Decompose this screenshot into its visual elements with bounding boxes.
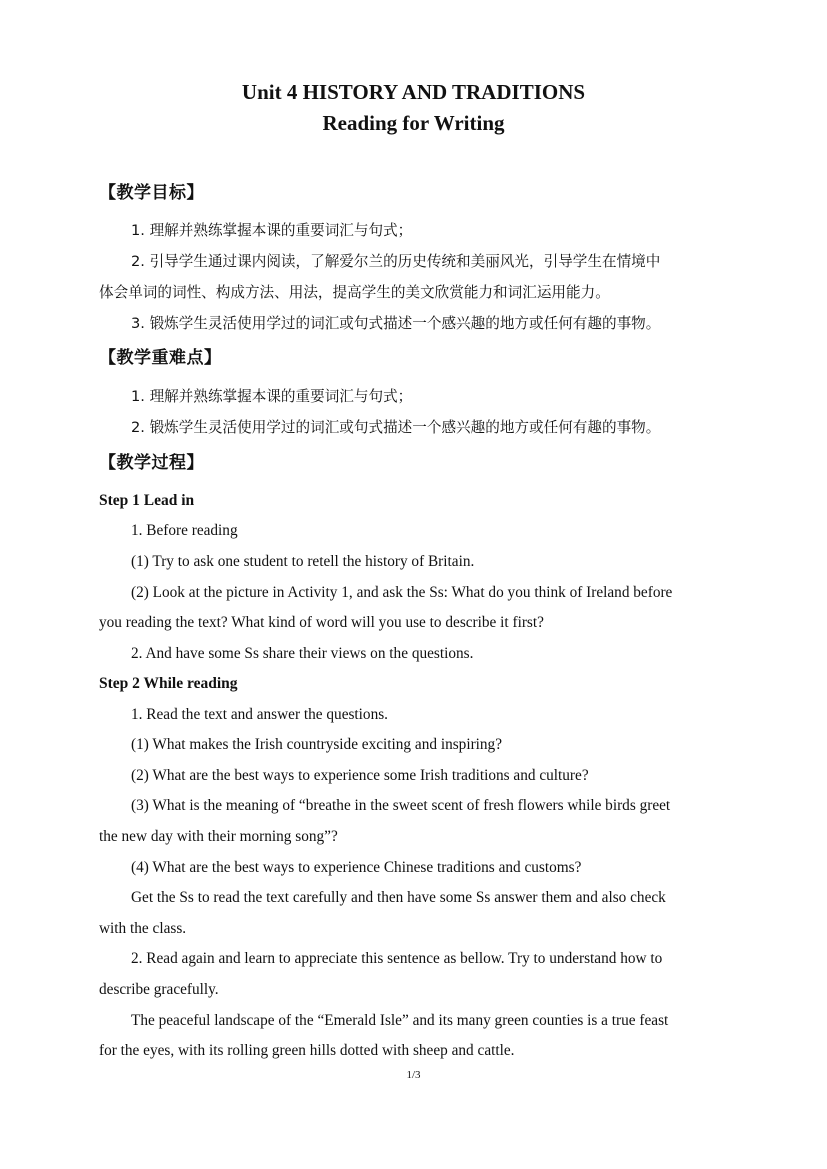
objective-item: 1. 理解并熟练掌握本课的重要词汇与句式； [131,222,413,239]
step1-line: you reading the text? What kind of word will you use to describe it first? [99,614,544,631]
document-title: Unit 4 HISTORY AND TRADITIONS [241,80,586,104]
objective-item: 体会单词的词性、构成方法、用法，提高学生的美文欣赏能力和词汇运用能力。 [99,284,610,301]
key-point-item: 2. 锻炼学生灵活使用学过的词汇或句式描述一个感兴趣的地方或任何有趣的事物。 [131,419,661,436]
step2-line: describe gracefully. [99,981,219,998]
step2-line: the new day with their morning song”? [99,828,338,845]
process-heading: 【教学过程】 [99,453,204,473]
step1-line: (2) Look at the picture in Activity 1, and ask the Ss: What do you think of Ireland before [131,584,673,601]
key-point-item: 1. 理解并熟练掌握本课的重要词汇与句式； [131,388,413,405]
step2-line: (1) What makes the Irish countryside exciting and inspiring? [131,736,502,753]
step2-line: (4) What are the best ways to experience Chinese traditions and customs? [131,859,582,876]
step1-line: (1) Try to ask one student to retell the history of Britain. [131,553,475,570]
objective-item: 2. 引导学生通过课内阅读，了解爱尔兰的历史传统和美丽风光，引导学生在情境中 [131,253,661,270]
step2-line: (2) What are the best ways to experience some Irish traditions and culture? [131,767,589,784]
objective-item: 3. 锻炼学生灵活使用学过的词汇或句式描述一个感兴趣的地方或任何有趣的事物。 [131,315,661,332]
step2-title: Step 2 While reading [99,675,238,692]
step2-line: (3) What is the meaning of “breathe in the sweet scent of fresh flowers while birds greet [131,797,671,814]
step2-line: The peaceful landscape of the “Emerald Isle” and its many green counties is a true feast [131,1012,669,1029]
step2-line: for the eyes, with its rolling green hills dotted with sheep and cattle. [99,1042,515,1059]
step2-line: with the class. [99,920,187,937]
step1-line: 1. Before reading [131,522,238,539]
step1-title: Step 1 Lead in [99,492,195,509]
step2-line: 1. Read the text and answer the questions. [131,706,389,723]
step1-line: 2. And have some Ss share their views on the questions. [131,645,474,662]
page-number: 1/3 [406,1069,421,1081]
document-subtitle: Reading for Writing [322,111,505,135]
key-points-heading: 【教学重难点】 [99,348,222,368]
objectives-heading: 【教学目标】 [99,183,204,203]
step2-line: 2. Read again and learn to appreciate this sentence as bellow. Try to understand how to [131,950,663,967]
step2-line: Get the Ss to read the text carefully and then have some Ss answer them and also check [131,889,666,906]
